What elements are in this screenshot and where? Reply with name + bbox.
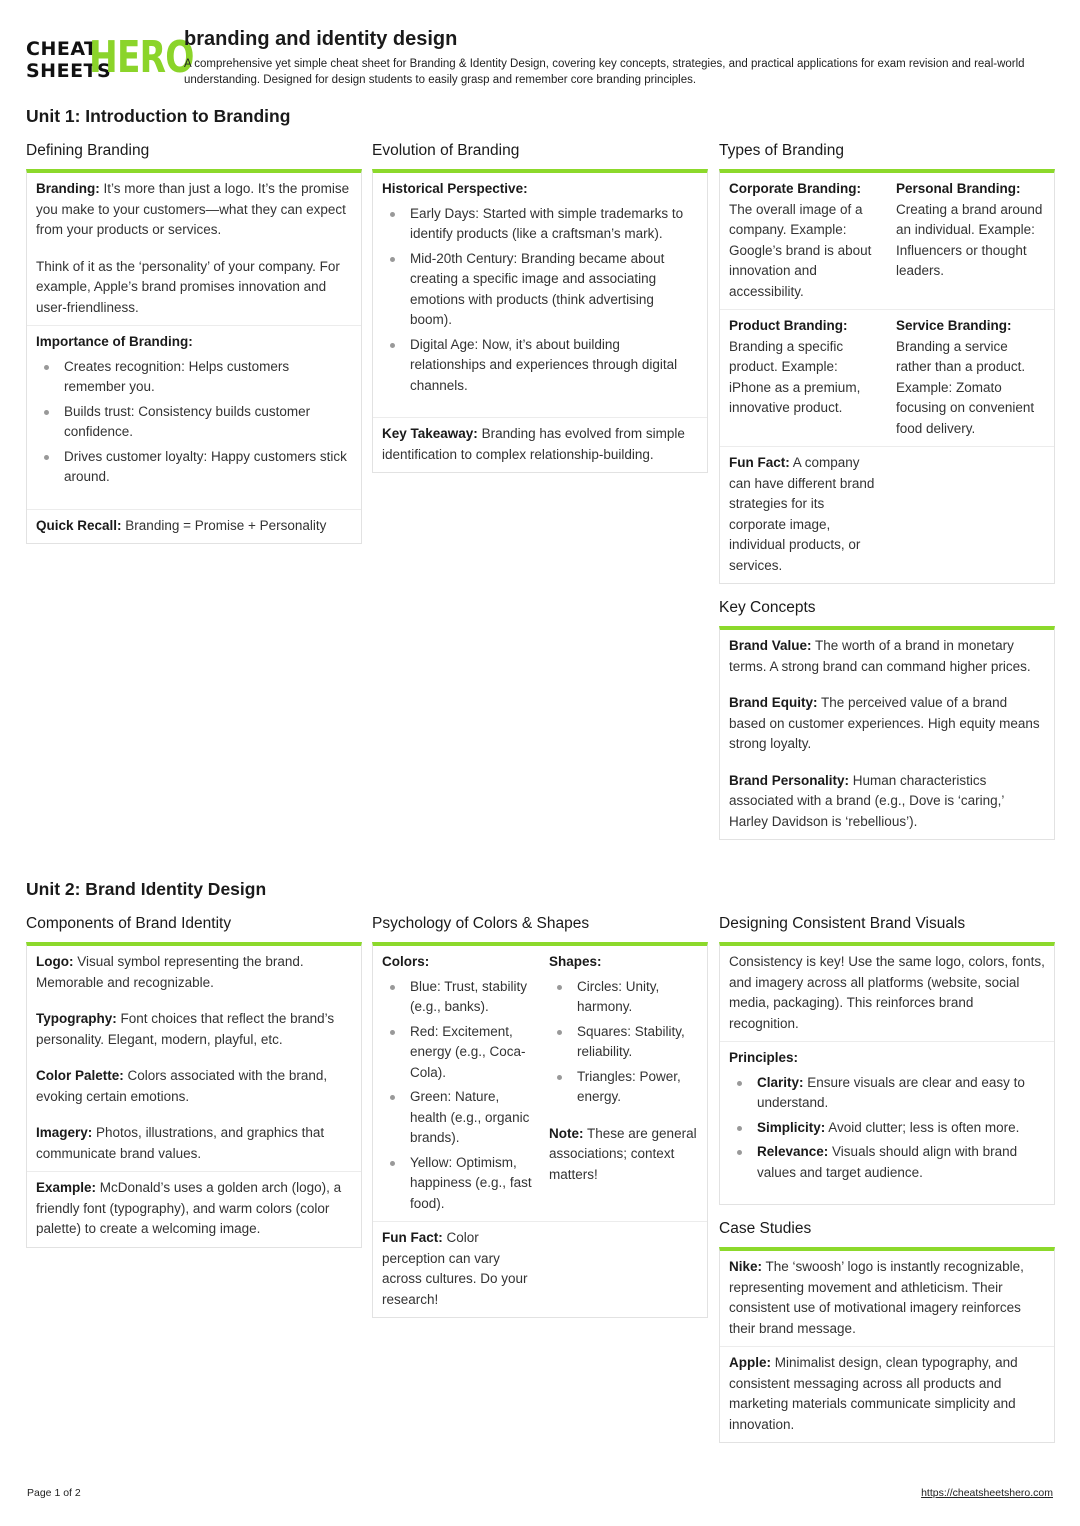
term-text: The overall image of a company. Example: Google’s brand is about innovation and accessibility. <box>729 201 872 299</box>
card-row <box>27 946 361 1171</box>
term-label: Typography: <box>36 1011 117 1026</box>
term-text: Branding a specific product. Example: iPhone as a premium, innovative product. <box>729 338 861 415</box>
list-item: Squares: Stability, reliability. <box>577 1022 699 1063</box>
page-description: A comprehensive yet simple cheat sheet for Branding & Identity Design, covering key concepts, strategies, and practical applications for exam revision and real-world understanding. Designed for design students to easily grasp and remember core branding principles. <box>184 58 1025 86</box>
grid-cell-shapes <box>540 946 707 1221</box>
section-card <box>719 626 1055 840</box>
bullet-list <box>382 204 699 397</box>
card-row <box>720 1041 1054 1204</box>
term-label: Fun Fact: <box>382 1230 443 1245</box>
card-row <box>720 946 1054 1041</box>
page-number: Page 1 of 2 <box>27 1487 81 1499</box>
list-item: Red: Excitement, energy (e.g., Coca-Cola). <box>410 1022 532 1084</box>
footer-link[interactable]: https://cheatsheetshero.com <box>921 1487 1053 1499</box>
page-header <box>26 28 1056 90</box>
logo-word-sheets: SHEETS <box>26 60 112 82</box>
term-label: Simplicity: <box>757 1119 826 1135</box>
card-grid-row <box>720 173 1054 309</box>
list-item <box>757 1118 1046 1139</box>
term-text: Avoid clutter; less is often more. <box>825 1119 1020 1135</box>
grid-cell <box>373 1222 540 1317</box>
grid-cell <box>720 310 887 446</box>
section-evolution-of-branding <box>372 141 708 473</box>
term-label: Clarity: <box>757 1074 804 1090</box>
term-text: These are general associations; context matters! <box>549 1125 697 1182</box>
unit2-heading: Unit 2: Brand Identity Design <box>26 879 267 899</box>
list-item: Digital Age: Now, it’s about building relationships and experiences through digital channels. <box>410 335 699 397</box>
section-defining-branding <box>26 141 362 544</box>
grid-cell-colors <box>373 946 540 1221</box>
unit1-heading: Unit 1: Introduction to Branding <box>26 106 291 126</box>
term-text: Colors associated with the brand, evoking certain emotions. <box>36 1068 328 1104</box>
card-grid-row <box>720 309 1054 446</box>
grid-cell-empty <box>887 447 1054 583</box>
list-item: Triangles: Power, energy. <box>577 1067 699 1108</box>
section-card <box>26 169 362 544</box>
term-label: Personal Branding: <box>896 181 1021 196</box>
grid-cell <box>887 310 1054 446</box>
grid-cell <box>720 447 887 583</box>
term-label: Importance of Branding: <box>36 334 193 349</box>
list-item: Yellow: Optimism, happiness (e.g., fast food). <box>410 1153 532 1215</box>
term-text: Creating a brand around an individual. Example: Influencers or thought leaders. <box>896 201 1043 278</box>
section-psychology-of-colors-shapes <box>372 914 708 1318</box>
list-item: Blue: Trust, stability (e.g., banks). <box>410 977 532 1018</box>
term-label: Fun Fact: <box>729 455 790 470</box>
term-label: Branding: <box>36 181 100 196</box>
list-item: Mid-20th Century: Branding became about creating a specific image and associating emotions with products (think advertising boom). <box>410 249 699 331</box>
logo-word-hero: HERO <box>89 32 194 83</box>
card-row <box>27 173 361 325</box>
term-text: The perceived value of a brand based on customer experiences. High equity means strong loyalty. <box>729 695 1040 751</box>
section-title: Evolution of Branding <box>372 142 520 159</box>
section-card <box>372 942 708 1318</box>
list-item <box>757 1073 1046 1114</box>
bullet-list <box>382 977 532 1215</box>
term-label: Brand Equity: <box>729 695 818 710</box>
term-label: Shapes: <box>549 954 602 969</box>
grid-cell-empty <box>540 1222 707 1317</box>
term-label: Product Branding: <box>729 318 848 333</box>
list-item <box>757 1142 1046 1183</box>
term-label: Brand Value: <box>729 638 812 653</box>
grid-cell <box>720 173 887 309</box>
list-item: Circles: Unity, harmony. <box>577 977 699 1018</box>
term-text: Visual symbol representing the brand. Memorable and recognizable. <box>36 954 304 990</box>
term-text: Minimalist design, clean typography, and consistent messaging across all products and marketing materials communicate simplicity and innovation. <box>729 1355 1018 1432</box>
section-title: Defining Branding <box>26 142 150 159</box>
term-label: Corporate Branding: <box>729 181 862 196</box>
term-text: Ensure visuals are clear and easy to understand. <box>757 1074 1025 1110</box>
page-title: branding and identity design <box>184 28 458 50</box>
term-text: McDonald’s uses a golden arch (logo), a friendly font (typography), and warm colors (color palette) to create a welcoming image. <box>36 1180 342 1236</box>
term-label: Colors: <box>382 954 430 969</box>
list-item: Green: Nature, health (e.g., organic brands). <box>410 1087 532 1149</box>
term-text: Branding a service rather than a product. Example: Zomato focusing on convenient food delivery. <box>896 338 1035 436</box>
list-item: Creates recognition: Helps customers remember you. <box>64 357 353 398</box>
cheatsheetshero-logo[interactable] <box>26 32 194 86</box>
card-grid-row <box>373 1221 707 1317</box>
term-label: Note: <box>549 1125 584 1141</box>
section-card <box>719 942 1055 1205</box>
term-label: Imagery: <box>36 1125 93 1140</box>
term-label: Brand Personality: <box>729 772 850 788</box>
card-grid-row <box>720 446 1054 583</box>
section-title: Components of Brand Identity <box>26 915 232 932</box>
section-card <box>26 942 362 1248</box>
section-designing-consistent-brand-visuals <box>719 914 1055 1443</box>
list-item: Builds trust: Consistency builds customer confidence. <box>64 402 353 443</box>
term-label: Key Takeaway: <box>382 426 478 441</box>
grid-cell <box>887 173 1054 309</box>
section-title-case-studies: Case Studies <box>719 1220 812 1237</box>
term-label: Relevance: <box>757 1144 829 1159</box>
list-item: Early Days: Started with simple trademarks to identify products (like a craftsman’s mark). <box>410 204 699 245</box>
term-label: Color Palette: <box>36 1068 124 1083</box>
term-label: Quick Recall: <box>36 517 122 533</box>
section-title: Psychology of Colors & Shapes <box>372 915 590 932</box>
section-card <box>372 169 708 473</box>
term-label: Principles: <box>729 1050 799 1065</box>
section-title: Designing Consistent Brand Visuals <box>719 915 966 932</box>
term-text: Visuals should align with brand values and target audience. <box>757 1144 1018 1180</box>
term-label: Historical Perspective: <box>382 181 528 196</box>
card-row <box>27 1171 361 1247</box>
term-text: A company can have different brand strategies for its corporate image, individual products, or services. <box>729 455 875 573</box>
term-label: Logo: <box>36 954 74 969</box>
body-text: Consistency is key! Use the same logo, colors, fonts, and imagery across all platforms (website, social media, packaging). This reinforces brand recognition. <box>729 954 1045 1031</box>
body-text: Think of it as the ‘personality’ of your company. For example, Apple’s brand promises innovation and user-friendliness. <box>36 258 340 315</box>
section-types-of-branding <box>719 141 1055 840</box>
card-row <box>27 509 361 544</box>
term-label: Apple: <box>729 1355 771 1370</box>
term-text: Human characteristics associated with a brand (e.g., Dove is ‘caring,’ Harley Davidson is ‘rebellious’). <box>729 772 1004 829</box>
term-label: Service Branding: <box>896 318 1012 333</box>
card-row <box>373 173 707 417</box>
logo-word-cheat: CHEAT <box>26 38 98 60</box>
card-row <box>720 1251 1054 1346</box>
card-grid-row <box>373 946 707 1221</box>
term-text: Font choices that reflect the brand’s personality. Elegant, modern, playful, etc. <box>36 1011 335 1047</box>
card-row <box>373 417 707 472</box>
bullet-list <box>729 1073 1046 1184</box>
card-row <box>27 325 361 509</box>
term-text: Branding = Promise + Personality <box>121 517 327 533</box>
bullet-list <box>549 977 699 1108</box>
section-card <box>719 1247 1055 1443</box>
list-item: Drives customer loyalty: Happy customers stick around. <box>64 447 353 488</box>
term-text: Photos, illustrations, and graphics that communicate brand values. <box>36 1125 325 1161</box>
section-title: Types of Branding <box>719 142 844 159</box>
card-row <box>720 1346 1054 1442</box>
term-text: It’s more than just a logo. It’s the promise you make to your customers—what they can expect from your products or services. <box>36 181 350 237</box>
card-row <box>720 630 1054 839</box>
section-components-of-brand-identity <box>26 914 362 1248</box>
bullet-list <box>36 357 353 488</box>
term-label: Example: <box>36 1180 97 1195</box>
term-text: Color perception can vary across cultures. Do your research! <box>382 1230 528 1307</box>
section-card <box>719 169 1055 584</box>
term-text: The ‘swoosh’ logo is instantly recognizable, representing movement and athleticism. Their consistent use of motivational imagery reinforces their brand message. <box>729 1259 1024 1336</box>
term-text: The worth of a brand in monetary terms. A strong brand can command higher prices. <box>729 638 1031 674</box>
term-text: Branding has evolved from simple identification to complex relationship-building. <box>382 426 685 462</box>
term-label: Nike: <box>729 1259 763 1274</box>
section-title-key-concepts: Key Concepts <box>719 599 816 616</box>
